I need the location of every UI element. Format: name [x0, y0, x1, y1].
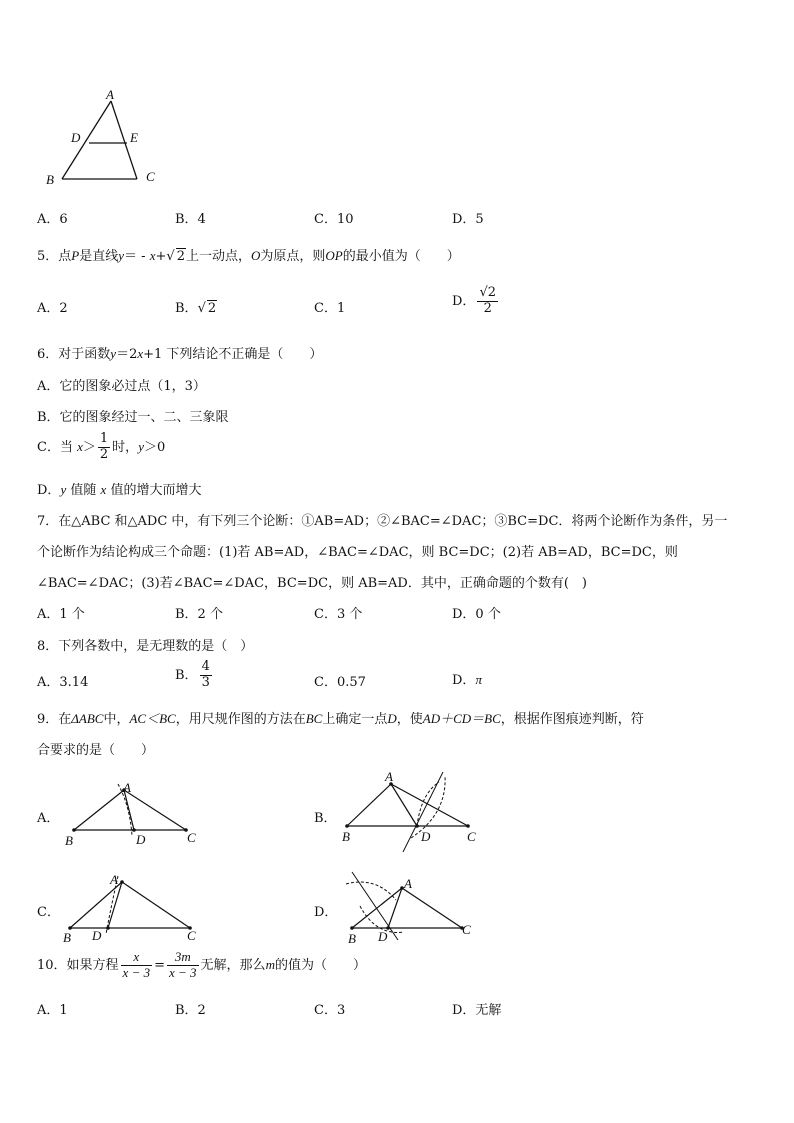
label-A: A [404, 876, 412, 891]
label-A: A [385, 769, 393, 784]
label-C: C [187, 928, 196, 943]
question-9-line-2: 合要求的是（ ） [37, 743, 155, 758]
label-B: B [63, 930, 71, 945]
q10-option-c: C．3 [314, 1003, 346, 1018]
label-D: D [92, 928, 102, 943]
label-D: D [421, 829, 431, 844]
q9-figure-b [335, 766, 490, 856]
q7-option-a: A．1 个 [37, 607, 85, 622]
q10-option-d: D．无解 [452, 1003, 502, 1018]
question-6: 6．对于函数y＝2x+1 下列结论不正确是（ ） [37, 346, 323, 362]
q9-option-a-label: A． [37, 811, 60, 826]
question-10: 10．如果方程 $\frac{x}{x - 3}$ = $\frac{3m}{x - 3}$ 无解，那么m的值为（ ） [37, 949, 366, 980]
label-E: E [130, 130, 138, 145]
label-C: C [467, 829, 476, 844]
q5-option-a: A．2 [37, 301, 68, 316]
q6-option-d: D．y 值随 x 值的增大而增大 [37, 482, 202, 498]
q6-option-a: A．它的图象必过点（1，3） [37, 379, 206, 394]
label-C: C [146, 169, 155, 184]
q4-option-c: C．10 [314, 212, 354, 227]
question-7-line-3: ∠BAC=∠DAC；(3)若∠BAC=∠DAC，BC=DC，则 AB=AD．其中，正确命题的个数有( ) [37, 576, 587, 591]
q5-option-c: C．1 [314, 301, 346, 316]
q7-option-d: D．0 个 [452, 607, 501, 622]
q4-option-b: B．4 [175, 212, 206, 227]
label-D: D [71, 130, 81, 145]
q9-figure-c [60, 870, 210, 945]
question-7-line-1: 7．在△ABC 和△ADC 中，有下列三个论断：①AB=AD；②∠BAC=∠DAC；③BC=DC．将两个论断作为条件，另一 [37, 514, 728, 529]
q6-option-c: C．当 x＞ $\frac{1}{2}$ 时，y＞0 [37, 431, 166, 462]
q8-option-c: C．0.57 [314, 675, 366, 690]
q10-option-b: B．2 [175, 1003, 206, 1018]
label-D: D [378, 929, 388, 944]
q10-option-a: A．1 [37, 1003, 68, 1018]
label-A: A [110, 872, 118, 887]
question-7-line-2: 个论断作为结论构成三个命题：(1)若 AB=AD，∠BAC=∠DAC，则 BC=DC；(2)若 AB=AD，BC=DC，则 [37, 545, 678, 560]
label-A: A [106, 87, 114, 102]
q9-figure-a [60, 778, 210, 848]
q5-option-d: D． $\frac{√2}{2}$ [452, 285, 496, 316]
q4-option-a: A．6 [37, 212, 68, 227]
question-9-line-1: 9．在ΔABC中，AC＜BC，用尺规作图的方法在BC上确定一点D，使AD＋CD＝BC，根据作图痕迹判断，符 [37, 711, 644, 727]
q7-option-c: C．3 个 [314, 607, 363, 622]
q8-option-a: A．3.14 [37, 675, 89, 690]
q8-option-b: B． $\frac{4}{3}$ [175, 659, 210, 690]
label-B: B [46, 172, 54, 187]
q9-figure-d [340, 866, 480, 948]
question-8: 8．下列各数中，是无理数的是（ ） [37, 639, 254, 654]
label-B: B [65, 833, 73, 848]
q6-option-b: B．它的图象经过一、二、三象限 [37, 410, 229, 425]
q4-option-d: D．5 [452, 212, 484, 227]
q9-option-d-label: D． [314, 905, 338, 920]
triangle-de-parallel-bc-figure [40, 85, 170, 190]
label-B: B [342, 829, 350, 844]
question-5: 5．点P是直线y＝ - x+√ 2上一动点，O为原点，则OP的最小值为（ ） [37, 248, 460, 264]
label-C: C [462, 922, 471, 937]
q5-option-b: B．√ 2 [175, 301, 217, 316]
q9-option-b-label: B． [314, 811, 337, 826]
label-C: C [187, 830, 196, 845]
label-A: A [123, 780, 131, 795]
label-D: D [136, 832, 146, 847]
q8-option-d: D．π [452, 672, 482, 688]
label-B: B [348, 931, 356, 946]
q9-option-c-label: C． [37, 905, 60, 920]
q7-option-b: B．2 个 [175, 607, 223, 622]
